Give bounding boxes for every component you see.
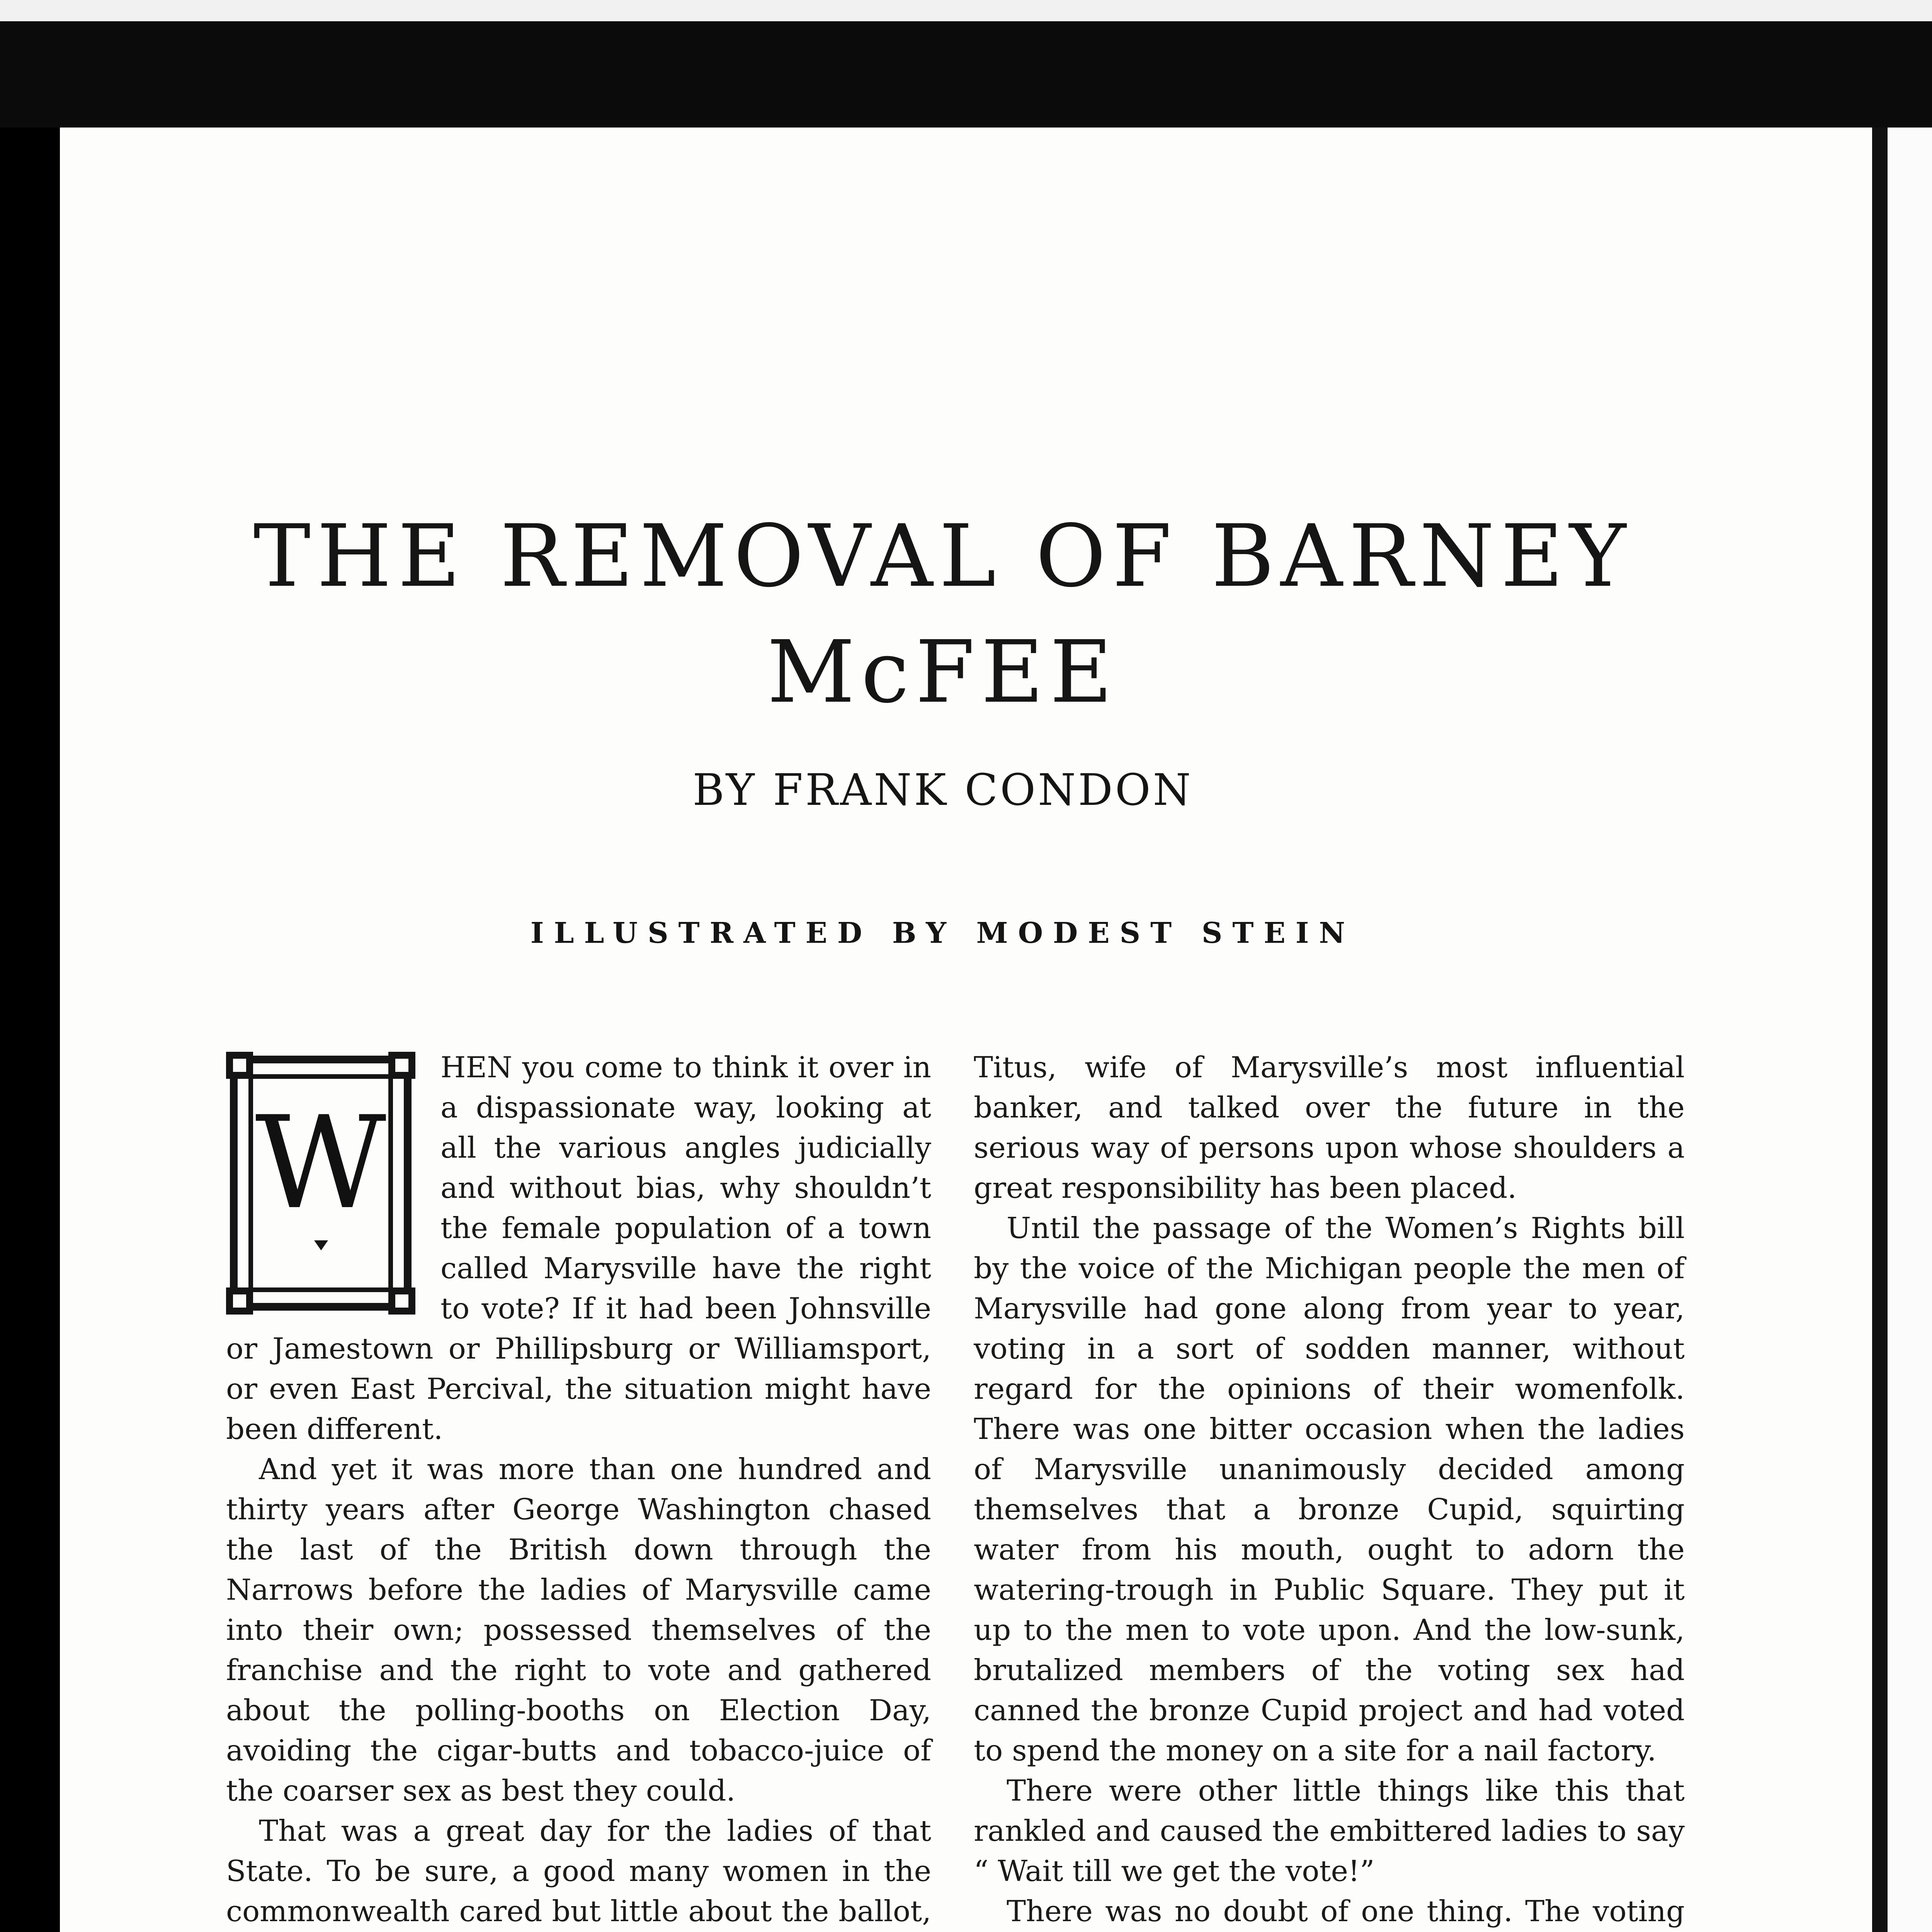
frame-corner-ornament bbox=[226, 1052, 253, 1079]
scan-top-edge bbox=[0, 0, 1932, 21]
article-title bbox=[162, 498, 1723, 730]
title-line-2: McFEE bbox=[767, 622, 1119, 722]
body-paragraph: Until the passage of the Women’s Rights bill by the voice of the Michigan people the men of Marysville had gone along from year to year, voting in a sort of sodden manner, without regard for the opinions of their womenfolk. There was one bitter occasion when the ladies of Marysville unanimously decided among themselves that a bronze Cupid, squirting water from his mouth, ought to adorn the watering-trough in Public Square. They put it up to the men to vote upon. And the low-sunk, brutalized members of the voting sex had canned the bronze Cupid project and had voted to spend the money on a site for a nail factory. bbox=[974, 1211, 1685, 1767]
right-column bbox=[974, 1047, 1685, 1932]
frame-corner-ornament bbox=[388, 1287, 415, 1315]
adjacent-page-edge bbox=[1888, 128, 1932, 1932]
left-column bbox=[226, 1047, 931, 1932]
title-line-1: THE REMOVAL OF BARNEY bbox=[253, 507, 1633, 606]
author-byline: BY FRANK CONDON bbox=[692, 765, 1193, 815]
drop-cap-ornament-icon bbox=[314, 1240, 328, 1250]
frame-corner-ornament bbox=[388, 1052, 415, 1079]
book-spine-gap bbox=[1872, 128, 1888, 1932]
body-paragraph: And yet it was more than one hundred and thirty years after George Washington chased the last of the British down through the Narrows before the ladies of Marysville came into their own; possessed themselves of the franchise and the right to vote and gathered about the polling-booths on Election Day, avoiding the cigar-butts and tobacco-juice of the coarser sex as best they could. bbox=[226, 1452, 931, 1808]
opening-paragraph-text: HEN you come to think it over in a dispassionate way, looking at all the various angles judicially and without bias, why shouldn’t the female population of a town called Marysville have the right to vote? If it had been Johnsville or Jamestown or Phillipsburg or Williamsport, or even East Percival, the situation might have been different. bbox=[226, 1050, 931, 1446]
body-paragraph: Titus, wife of Marysville’s most influential banker, and talked over the future in the serious way of persons upon whose shoulders a great responsibility has been placed. bbox=[974, 1050, 1685, 1205]
illustrator-credit: ILLUSTRATED BY MODEST STEIN bbox=[530, 917, 1355, 950]
frame-corner-ornament bbox=[226, 1287, 253, 1315]
body-paragraph: There were other little things like this that rankled and caused the embittered ladies to say “ Wait till we get the vote!” bbox=[974, 1774, 1685, 1888]
body-paragraph: There was no doubt of one thing. The voting bbox=[1007, 1894, 1685, 1928]
decorative-drop-cap bbox=[226, 1047, 419, 1316]
body-paragraph: That was a great day for the ladies of that State. To be sure, a good many women in the commonwealth cared but little about the ballot, bbox=[226, 1814, 931, 1928]
opening-paragraph bbox=[226, 1047, 931, 1449]
drop-cap-letter: W bbox=[255, 1089, 386, 1237]
